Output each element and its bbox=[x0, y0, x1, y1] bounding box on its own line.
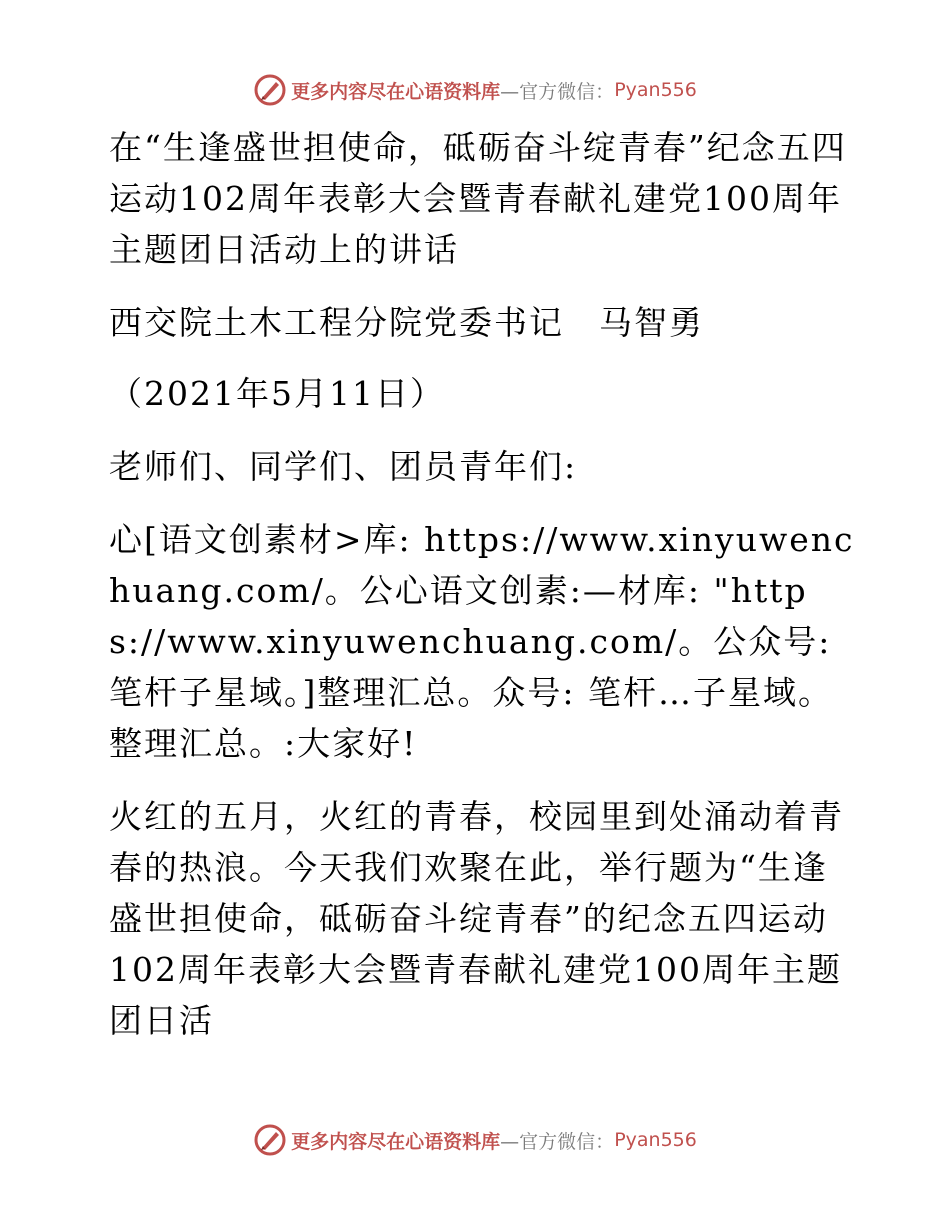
header-account-text: Pyan556 bbox=[614, 79, 697, 101]
header-dash-text: —官方微信： bbox=[500, 80, 615, 103]
document-author: 西交院土木工程分院党委书记 马智勇 bbox=[109, 303, 704, 342]
document-paragraph-1: 心[语文创素材>库: https://www.xinyuwenchuang.com/。公心语文创素:—材库: "https://www.xinyuwenchuang.com/。公众号: 笔杆子星域。]整理汇总。众号: 笔杆…子星域。整理汇总。:大家好! bbox=[109, 520, 855, 763]
document-body bbox=[97, 122, 857, 1046]
footer-highlight-text: 更多内容尽在心语资料库 bbox=[291, 1130, 501, 1153]
footer-account-text: Pyan556 bbox=[614, 1129, 697, 1151]
document-salutation: 老师们、同学们、团员青年们: bbox=[109, 447, 578, 486]
header-banner bbox=[0, 70, 950, 110]
footer-dash-text: —官方微信： bbox=[500, 1130, 615, 1153]
document-date: （2021年5月11日） bbox=[109, 374, 445, 413]
document-paragraph-2: 火红的五月，火红的青春，校园里到处涌动着青春的热浪。今天我们欢聚在此，举行题为“生逢盛世担使命，砥砺奋斗绽青春”的纪念五四运动102周年表彰大会暨青春献礼建党100周年主题团日活 bbox=[109, 797, 844, 1040]
document-title: 在“生逢盛世担使命，砥砺奋斗绽青春”纪念五四运动102周年表彰大会暨青春献礼建党100周年主题团日活动上的讲话 bbox=[109, 128, 847, 269]
header-highlight-text: 更多内容尽在心语资料库 bbox=[291, 80, 501, 103]
footer-banner bbox=[0, 1120, 950, 1160]
pen-logo-icon bbox=[253, 1123, 287, 1157]
pen-logo-icon bbox=[253, 73, 287, 107]
